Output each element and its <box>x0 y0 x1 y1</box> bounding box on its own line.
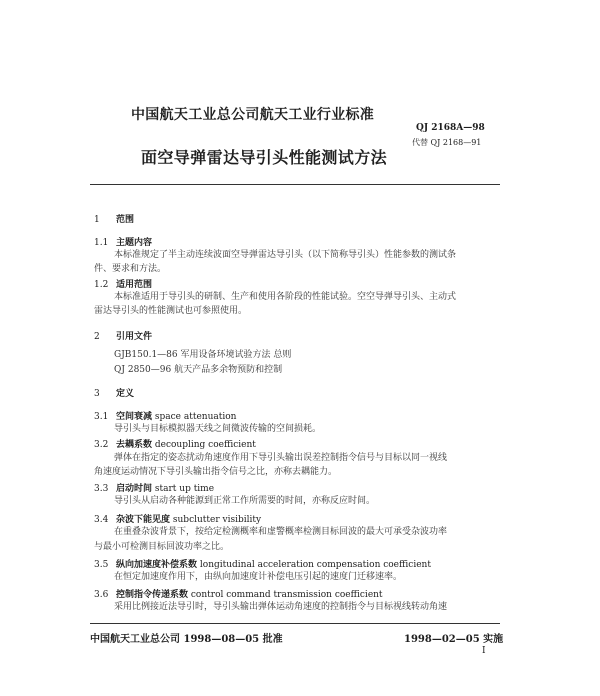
term-english: decoupling coefficient <box>154 440 256 450</box>
definition-3-4-heading <box>94 512 261 525</box>
term-chinese: 空间衰减 <box>116 412 153 422</box>
definition-3-2-text-line-2: 角速度运动情况下导引头输出指令信号之比，亦称去耦能力。 <box>94 467 338 477</box>
definition-3-5-text: 在恒定加速度作用下，由纵向加速度计补偿电压引起的速度门迁移速率。 <box>114 572 403 582</box>
definition-3-4-text-line-2: 与最小可检测目标回波功率之比。 <box>94 542 230 552</box>
page-mark: I <box>482 646 486 656</box>
section-title: 引用文件 <box>116 332 153 342</box>
section-number: 3.1 <box>94 412 109 422</box>
definition-3-2-heading <box>94 437 256 450</box>
section-3-heading <box>94 386 134 399</box>
section-title: 适用范围 <box>116 280 153 290</box>
section-number: 3.5 <box>94 560 109 570</box>
definition-3-1-heading <box>94 409 236 422</box>
definition-3-3-text: 导引头从启动各种能源到正常工作所需要的时间，亦称反应时间。 <box>114 496 376 506</box>
header-divider <box>90 184 500 185</box>
definition-3-6-heading <box>94 587 383 600</box>
section-title: 范围 <box>116 215 135 225</box>
reference-document-2: QJ 2850—96 航天产品多余物预防和控制 <box>114 365 283 375</box>
term-english: subclutter visibility <box>172 515 262 525</box>
term-chinese: 杂波下能见度 <box>116 515 171 525</box>
section-title: 定义 <box>116 389 135 399</box>
section-number: 3.3 <box>94 484 109 494</box>
footer-divider <box>90 623 500 624</box>
section-number: 3.2 <box>94 440 109 450</box>
section-1-2-text-line-1: 本标准适用于导引头的研制、生产和使用各阶段的性能试验。空空导弹导引头、主动式 <box>114 292 457 302</box>
implementation-line: 1998—02—05 实施 <box>404 634 504 645</box>
term-english: longitudinal acceleration compensation coefficient <box>199 560 431 570</box>
definition-3-2-text-line-1: 弹体在指定的姿态扰动角速度作用下导引头输出误差控制指令信号与目标以同一视线 <box>114 453 448 463</box>
section-1-heading <box>94 212 134 225</box>
section-1-2-heading <box>94 277 152 290</box>
section-number: 1.2 <box>94 280 109 290</box>
approval-line: 中国航天工业总公司 1998—08—05 批准 <box>90 634 283 645</box>
section-number: 2 <box>94 332 100 342</box>
term-chinese: 启动时间 <box>116 484 153 494</box>
replaces-code: 代替 QJ 2168—91 <box>412 138 482 147</box>
section-number: 1 <box>94 215 100 225</box>
term-english: space attenuation <box>154 412 237 422</box>
section-1-1-text-line-2: 件、要求和方法。 <box>94 264 167 274</box>
term-chinese: 控制指令传递系数 <box>116 590 189 600</box>
definition-3-5-heading <box>94 557 431 570</box>
section-number: 3.4 <box>94 515 109 525</box>
definition-3-4-text-line-1: 在重叠杂波背景下，按给定检测概率和虚警概率检测目标回波的最大可承受杂波功率 <box>114 527 448 537</box>
section-2-heading <box>94 329 152 342</box>
reference-document-1: GJB150.1—86 军用设备环境试验方法 总则 <box>114 350 292 360</box>
section-title: 主题内容 <box>116 238 153 248</box>
section-number: 1.1 <box>94 238 109 248</box>
document-title: 面空导弹雷达导引头性能测试方法 <box>141 148 388 167</box>
term-chinese: 纵向加速度补偿系数 <box>116 560 198 570</box>
definition-3-1-text: 导引头与目标模拟器天线之间微波传输的空间损耗。 <box>114 424 322 434</box>
definition-3-6-text: 采用比例接近法导引时，导引头输出弹体运动角速度的控制指令与目标视线转动角速 <box>114 602 448 612</box>
term-english: control command transmission coefficient <box>190 590 383 600</box>
term-english: start up time <box>154 484 215 494</box>
section-1-1-text-line-1: 本标准规定了半主动连续波面空导弹雷达导引头（以下简称导引头）性能参数的测试条 <box>114 250 457 260</box>
standard-code: QJ 2168A—98 <box>416 123 485 133</box>
section-1-2-text-line-2: 雷达导引头的性能测试也可参照使用。 <box>94 306 248 316</box>
section-1-1-heading <box>94 235 152 248</box>
section-number: 3 <box>94 389 100 399</box>
section-number: 3.6 <box>94 590 109 600</box>
term-chinese: 去耦系数 <box>116 440 153 450</box>
definition-3-3-heading <box>94 481 214 494</box>
standard-organization: 中国航天工业总公司航天工业行业标准 <box>131 107 375 123</box>
